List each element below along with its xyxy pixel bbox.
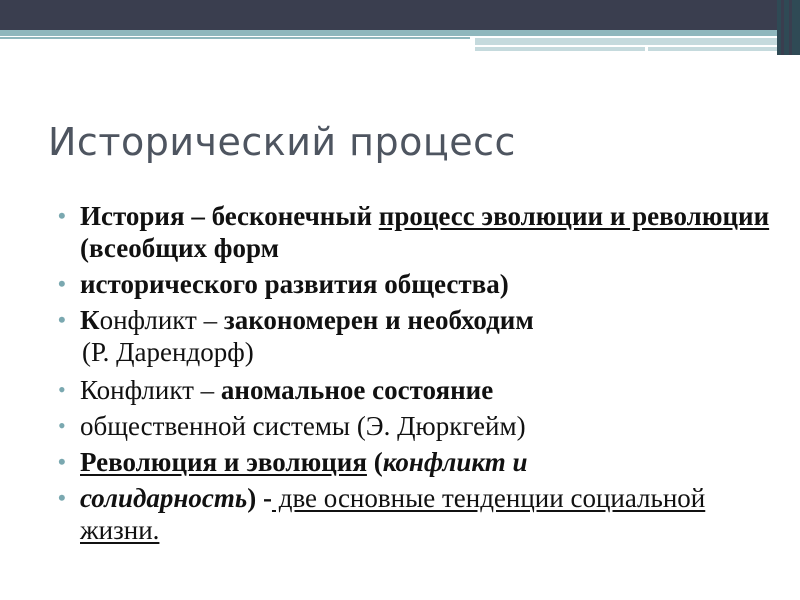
bullet-text-underlined: две основные тенденции социальной жизни. xyxy=(80,483,706,545)
bullet-text-underlined: Революция и эволюция xyxy=(80,447,367,477)
bullet-text: закономерен и необходим xyxy=(223,305,534,335)
bullet-continuation xyxy=(56,336,776,368)
bullet-text: (всеобщих форм xyxy=(80,233,279,263)
bullet-text: конфликт и xyxy=(382,447,528,477)
bullet-icon: • xyxy=(58,485,66,510)
bullet-item xyxy=(56,374,776,406)
bullet-text: Конфликт – xyxy=(80,375,221,405)
bullet-text: солидарность xyxy=(80,483,248,513)
bullet-item xyxy=(56,268,776,300)
bullet-icon: • xyxy=(58,203,66,228)
bullet-icon: • xyxy=(58,449,66,474)
header-band xyxy=(0,0,800,30)
bullet-item xyxy=(56,410,776,442)
decorative-bar xyxy=(475,47,645,51)
bullet-text: ) - xyxy=(247,483,272,513)
header-accent-strip xyxy=(0,30,800,36)
slide-title: Исторический процесс xyxy=(48,120,516,164)
bullet-icon: • xyxy=(58,377,66,402)
corner-stripe xyxy=(781,0,784,55)
corner-stripe xyxy=(789,0,792,55)
bullet-text: История – бесконечный xyxy=(80,201,379,231)
bullet-text: общественной системы (Э. Дюркгейм) xyxy=(80,411,526,441)
corner-decoration xyxy=(777,0,800,55)
bullet-item xyxy=(56,200,776,264)
bullet-list xyxy=(56,200,776,550)
bullet-icon: • xyxy=(58,271,66,296)
bullet-text: исторического развития общества) xyxy=(80,269,509,299)
bullet-text: ( xyxy=(366,447,383,477)
bullet-item xyxy=(56,482,776,546)
bullet-text-underlined: процесс эволюции и революции xyxy=(378,201,770,231)
bullet-text: К xyxy=(80,305,100,335)
bullet-icon: • xyxy=(58,307,66,332)
header-accent-line xyxy=(0,37,470,39)
bullet-text: (Р. Дарендорф) xyxy=(82,337,254,367)
bullet-item xyxy=(56,304,776,336)
bullet-text: онфликт – xyxy=(99,305,224,335)
bullet-item xyxy=(56,446,776,478)
bullet-icon: • xyxy=(58,413,66,438)
decorative-bar xyxy=(475,38,800,45)
bullet-text: аномальное состояние xyxy=(220,375,494,405)
